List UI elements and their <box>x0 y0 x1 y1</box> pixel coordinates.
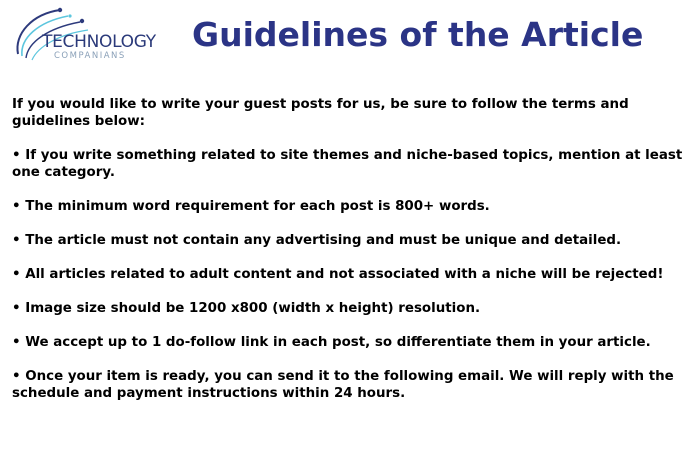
rule-category: • If you write something related to site themes and niche-based topics, mention at least one category. <box>12 148 683 180</box>
rule-do-follow-link: • We accept up to 1 do-follow link in each post, so differentiate them in your article. <box>12 335 651 350</box>
intro-paragraph: If you would like to write your guest posts for us, be sure to follow the terms and guidelines below: <box>12 97 629 129</box>
rule-adult-content: • All articles related to adult content and not associated with a niche will be rejected! <box>12 267 664 282</box>
page-title: Guidelines of the Article <box>192 15 644 54</box>
logo-subtitle: COMPANIANS <box>54 51 126 61</box>
logo-wordmark: TECHNOLOGY <box>42 32 156 52</box>
rule-word-count: • The minimum word requirement for each post is 800+ words. <box>12 199 490 214</box>
site-logo[interactable] <box>8 4 168 66</box>
rule-image-size: • Image size should be 1200 x800 (width x height) resolution. <box>12 301 481 316</box>
rule-submission-email: • Once your item is ready, you can send it to the following email. We will reply with the schedule and payment instructions within 24 hours. <box>12 369 674 401</box>
guidelines-body <box>12 96 688 419</box>
page-header <box>0 0 700 80</box>
rule-no-advertising: • The article must not contain any advertising and must be unique and detailed. <box>12 233 622 248</box>
